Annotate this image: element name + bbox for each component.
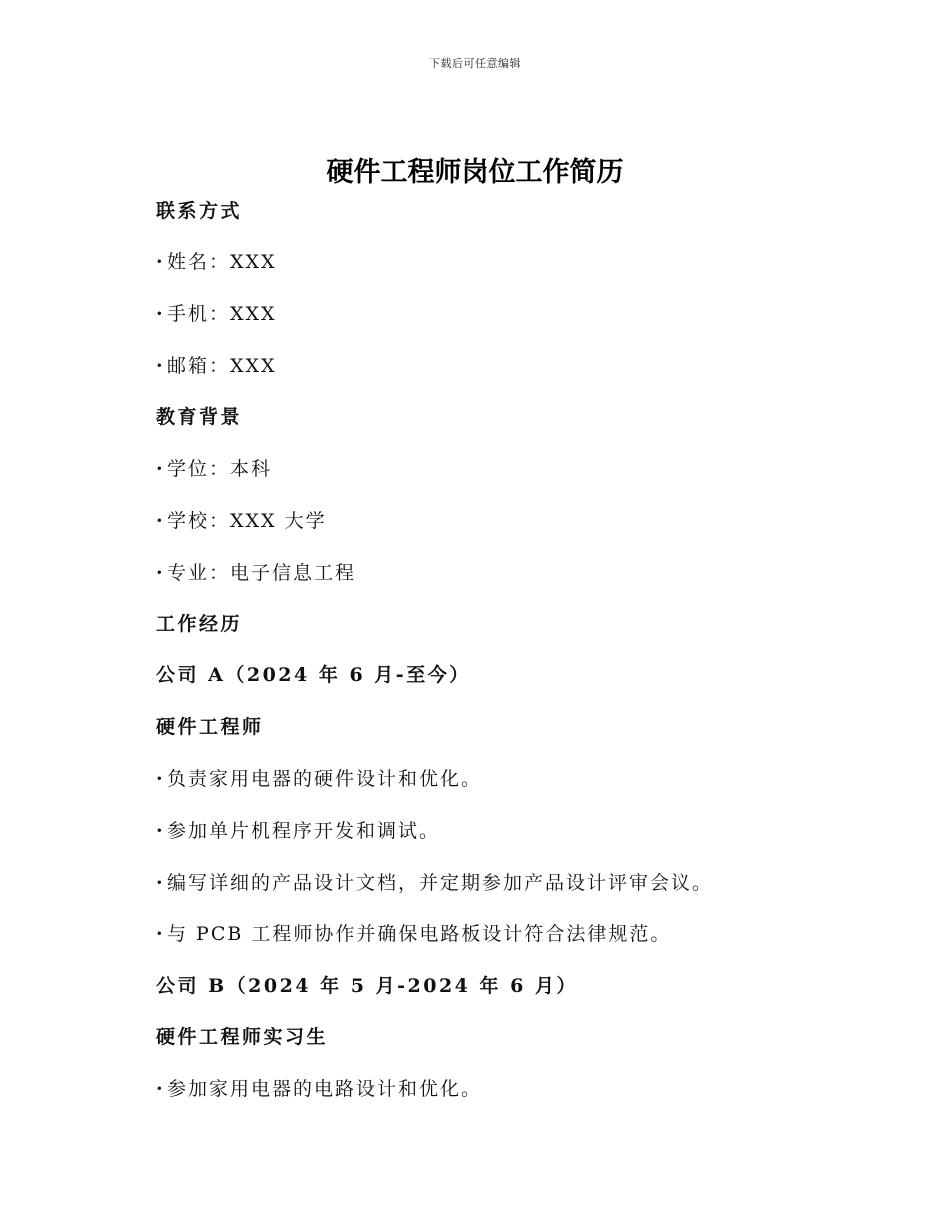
bullet-dot: ·: [156, 1078, 163, 1100]
education-school: [156, 509, 327, 533]
company-b-role: 硬件工程师实习生: [156, 1026, 329, 1048]
section-heading-contact: 联系方式: [156, 200, 243, 222]
education-degree-text: 学位：本科: [167, 458, 273, 480]
company-a-duty-text: 参加单片机程序开发和调试。: [167, 820, 441, 842]
company-a-duty: [156, 767, 482, 791]
bullet-dot: ·: [156, 458, 163, 480]
company-b-duty-text: 参加家用电器的电路设计和优化。: [167, 1078, 483, 1100]
bullet-dot: ·: [156, 355, 163, 377]
contact-name-text: 姓名：XXX: [167, 251, 277, 273]
section-heading-education: 教育背景: [156, 406, 243, 428]
company-a-duty-text: 与 PCB 工程师协作并确保电路板设计符合法律规范。: [167, 923, 672, 945]
education-major: [156, 561, 356, 585]
bullet-dot: ·: [156, 820, 163, 842]
bullet-dot: ·: [156, 923, 163, 945]
contact-phone-text: 手机：XXX: [167, 303, 277, 325]
company-b-name: 公司 B（2024 年 5 月-2024 年 6 月）: [156, 975, 578, 997]
page-header: 下载后可任意编辑: [429, 57, 521, 70]
company-a-duty-text: 编写详细的产品设计文档，并定期参加产品设计评审会议。: [167, 872, 714, 894]
education-major-text: 专业：电子信息工程: [167, 562, 357, 584]
company-a-duty: [156, 871, 713, 895]
contact-email-text: 邮箱：XXX: [167, 355, 277, 377]
company-a-role: 硬件工程师: [156, 716, 264, 738]
bullet-dot: ·: [156, 251, 163, 273]
education-degree: [156, 457, 272, 481]
bullet-dot: ·: [156, 562, 163, 584]
contact-email: [156, 354, 277, 378]
company-a-duty: [156, 819, 440, 843]
company-a-name: 公司 A（2024 年 6 月-至今）: [156, 664, 471, 686]
bullet-dot: ·: [156, 872, 163, 894]
education-school-text: 学校：XXX 大学: [167, 510, 327, 532]
bullet-dot: ·: [156, 510, 163, 532]
bullet-dot: ·: [156, 303, 163, 325]
contact-name: [156, 250, 277, 274]
contact-phone: [156, 302, 277, 326]
company-a-duty: [156, 922, 671, 946]
company-b-duty: [156, 1077, 482, 1101]
bullet-dot: ·: [156, 768, 163, 790]
section-heading-work: 工作经历: [156, 613, 243, 635]
company-a-duty-text: 负责家用电器的硬件设计和优化。: [167, 768, 483, 790]
document-title: 硬件工程师岗位工作简历: [326, 157, 624, 188]
